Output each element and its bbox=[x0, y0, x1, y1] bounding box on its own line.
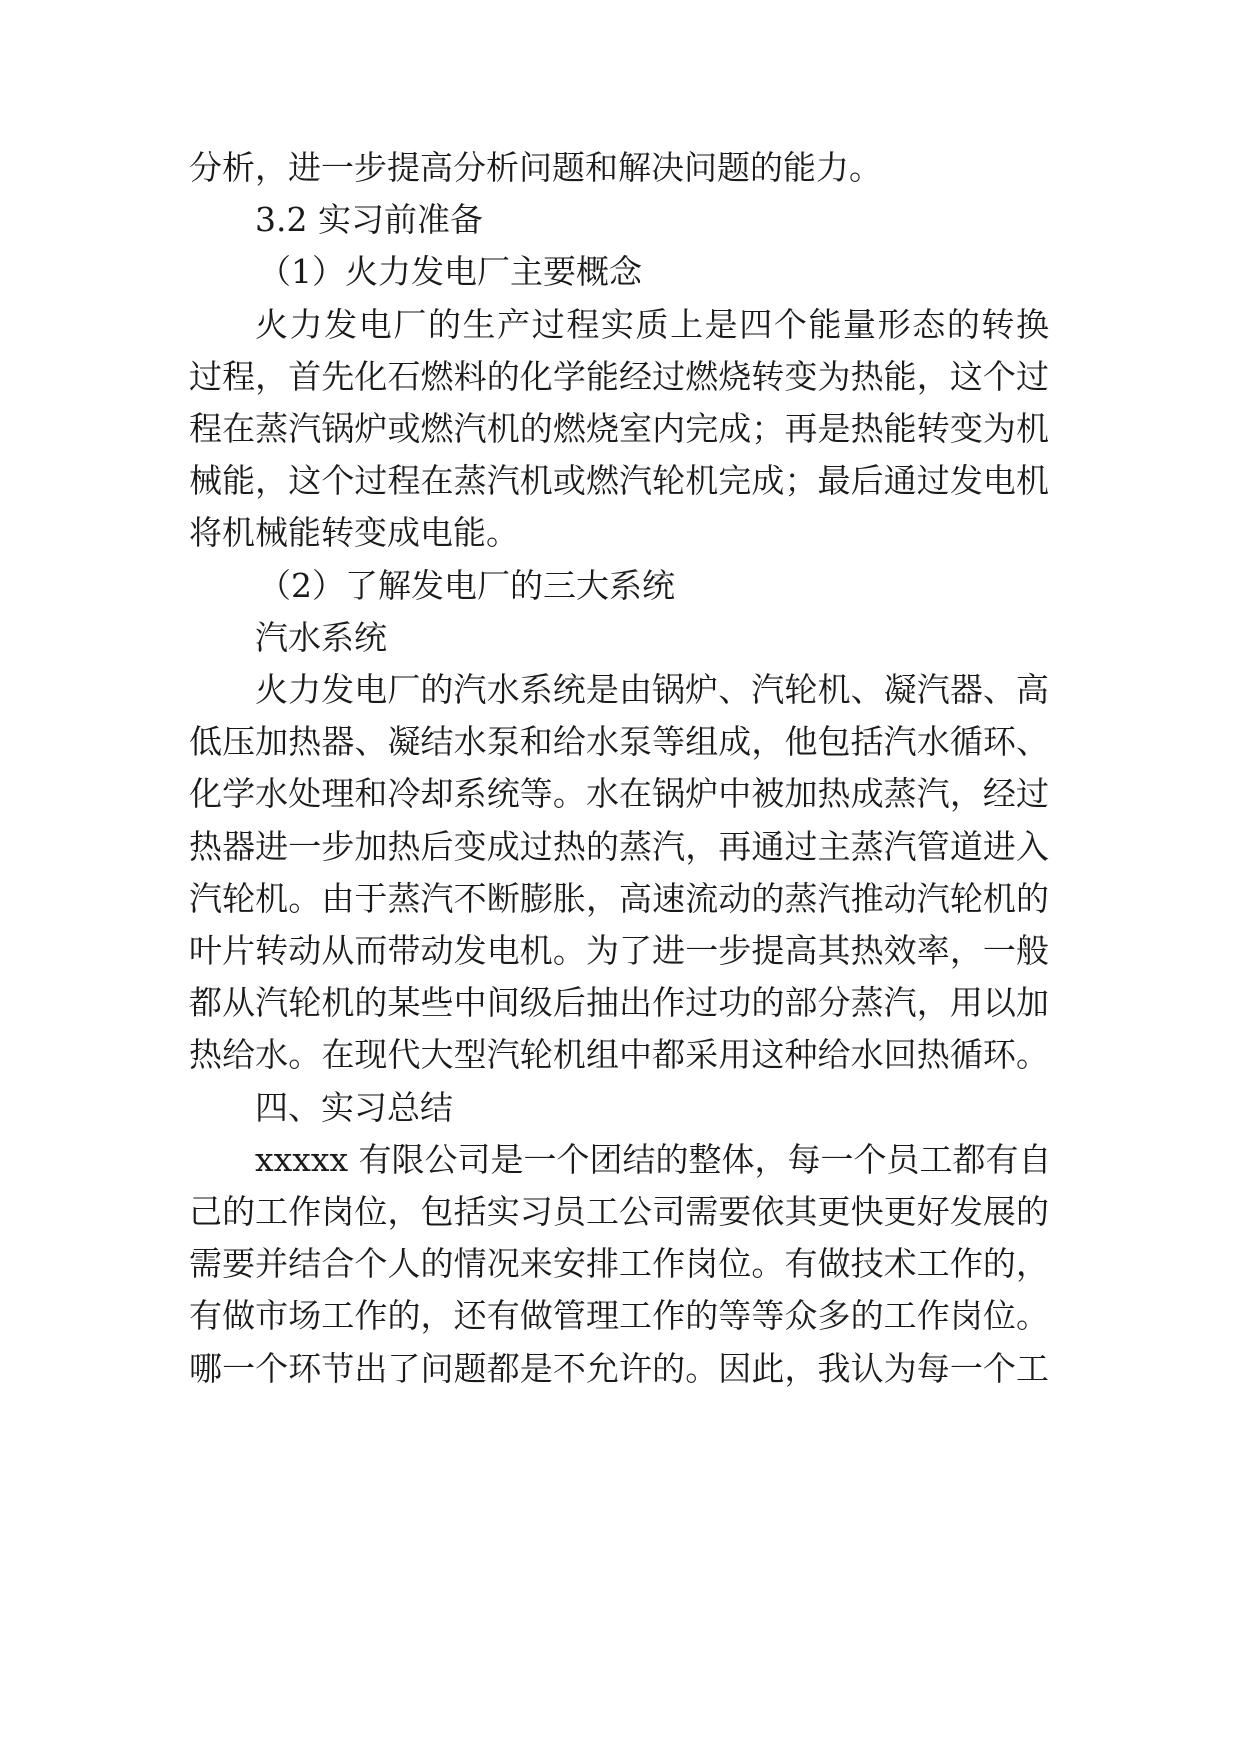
paragraph-line: 将机械能转变成电能。 bbox=[189, 513, 519, 552]
section-heading-3-2: 3.2 实习前准备 bbox=[255, 200, 483, 239]
subsection-heading-1: （1）火力发电厂主要概念 bbox=[258, 252, 642, 291]
paragraph-line: 程在蒸汽锅炉或燃汽机的燃烧室内完成；再是热能转变为机 bbox=[189, 409, 1049, 448]
paragraph-line: 叶片转动从而带动发电机。为了进一步提高其热效率，一般 bbox=[189, 931, 1049, 970]
paragraph-line: 分析，进一步提高分析问题和解决问题的能力。 bbox=[189, 148, 882, 187]
paragraph-line: 过程，首先化石燃料的化学能经过燃烧转变为热能，这个过 bbox=[189, 357, 1049, 396]
paragraph-line: 需要并结合个人的情况来安排工作岗位。有做技术工作的， bbox=[189, 1244, 1049, 1283]
paragraph-line: 己的工作岗位，包括实习员工公司需要依其更快更好发展的 bbox=[189, 1192, 1049, 1231]
paragraph-line: 低压加热器、凝结水泵和给水泵等组成，他包括汽水循环、 bbox=[189, 722, 1049, 761]
subsection-heading-steam-water: 汽水系统 bbox=[255, 618, 387, 657]
paragraph-line: xxxxx 有限公司是一个团结的整体，每一个员工都有自 bbox=[255, 1140, 1052, 1179]
paragraph-line: 械能，这个过程在蒸汽机或燃汽轮机完成；最后通过发电机 bbox=[189, 461, 1049, 500]
paragraph-line: 火力发电厂的生产过程实质上是四个能量形态的转换 bbox=[255, 305, 1049, 344]
paragraph-line: 都从汽轮机的某些中间级后抽出作过功的部分蒸汽，用以加 bbox=[189, 983, 1049, 1022]
paragraph-line: 哪一个环节出了问题都是不允许的。因此，我认为每一个工 bbox=[189, 1349, 1049, 1388]
paragraph-line: 热给水。在现代大型汽轮机组中都采用这种给水回热循环。 bbox=[189, 1035, 1049, 1074]
paragraph-line: 有做市场工作的，还有做管理工作的等等众多的工作岗位。 bbox=[189, 1296, 1049, 1335]
paragraph-line: 化学水处理和冷却系统等。水在锅炉中被加热成蒸汽，经过 bbox=[189, 774, 1049, 813]
paragraph-line: 汽轮机。由于蒸汽不断膨胀，高速流动的蒸汽推动汽轮机的 bbox=[189, 879, 1049, 918]
subsection-heading-2: （2）了解发电厂的三大系统 bbox=[258, 566, 675, 605]
paragraph-line: 火力发电厂的汽水系统是由锅炉、汽轮机、凝汽器、高 bbox=[255, 670, 1049, 709]
paragraph-line: 热器进一步加热后变成过热的蒸汽，再通过主蒸汽管道进入 bbox=[189, 827, 1049, 866]
section-heading-4: 四、实习总结 bbox=[255, 1088, 453, 1127]
